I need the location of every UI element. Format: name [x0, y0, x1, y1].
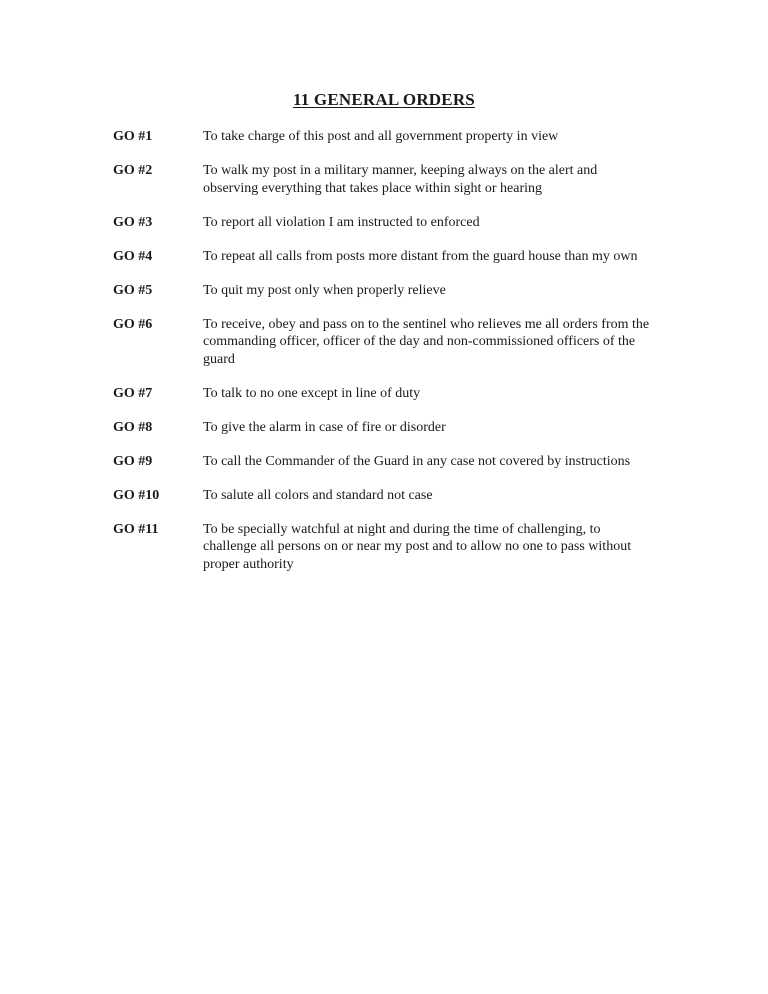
- order-label: GO #8: [113, 419, 153, 435]
- general-order-1: [113, 128, 653, 146]
- order-text: To be specially watchful at night and during the time of challenging, to challenge all persons on or near my post and to allow no one to pass without proper authority: [203, 521, 632, 572]
- general-order-9: [113, 453, 653, 471]
- general-order-6: [113, 316, 653, 369]
- order-label: GO #1: [113, 129, 153, 144]
- general-order-2: [113, 162, 653, 197]
- order-label: GO #2: [113, 163, 153, 178]
- order-label: GO #10: [113, 487, 160, 503]
- order-text: To quit my post only when properly relieve: [203, 282, 446, 298]
- order-text: To give the alarm in case of fire or disorder: [203, 419, 446, 435]
- general-order-10: [113, 487, 653, 505]
- page-title: 11 GENERAL ORDERS: [293, 90, 475, 109]
- order-label: GO #9: [113, 453, 153, 469]
- order-text: To salute all colors and standard not case: [203, 487, 433, 503]
- general-order-8: [113, 419, 653, 437]
- order-label: GO #4: [113, 248, 153, 264]
- order-text: To take charge of this post and all government property in view: [203, 129, 559, 144]
- order-label: GO #7: [113, 385, 153, 401]
- order-text: To report all violation I am instructed to enforced: [203, 214, 480, 230]
- order-text: To call the Commander of the Guard in any case not covered by instructions: [203, 453, 631, 469]
- general-order-5: [113, 282, 653, 300]
- general-order-11: [113, 521, 653, 574]
- general-order-4: [113, 248, 653, 266]
- order-label: GO #3: [113, 214, 153, 230]
- order-text: To talk to no one except in line of duty: [203, 385, 421, 401]
- general-order-3: [113, 214, 653, 232]
- order-text: To repeat all calls from posts more distant from the guard house than my own: [203, 248, 638, 264]
- order-label: GO #5: [113, 282, 153, 298]
- order-label: GO #6: [113, 316, 153, 332]
- order-text: To walk my post in a military manner, keeping always on the alert and observing everything that takes place within sight or hearing: [203, 163, 598, 196]
- order-label: GO #11: [113, 521, 159, 537]
- general-orders-list: [113, 128, 653, 590]
- order-text: To receive, obey and pass on to the sentinel who relieves me all orders from the commanding officer, officer of the day and non-commissioned officers of the guard: [203, 316, 650, 367]
- general-order-7: [113, 385, 653, 403]
